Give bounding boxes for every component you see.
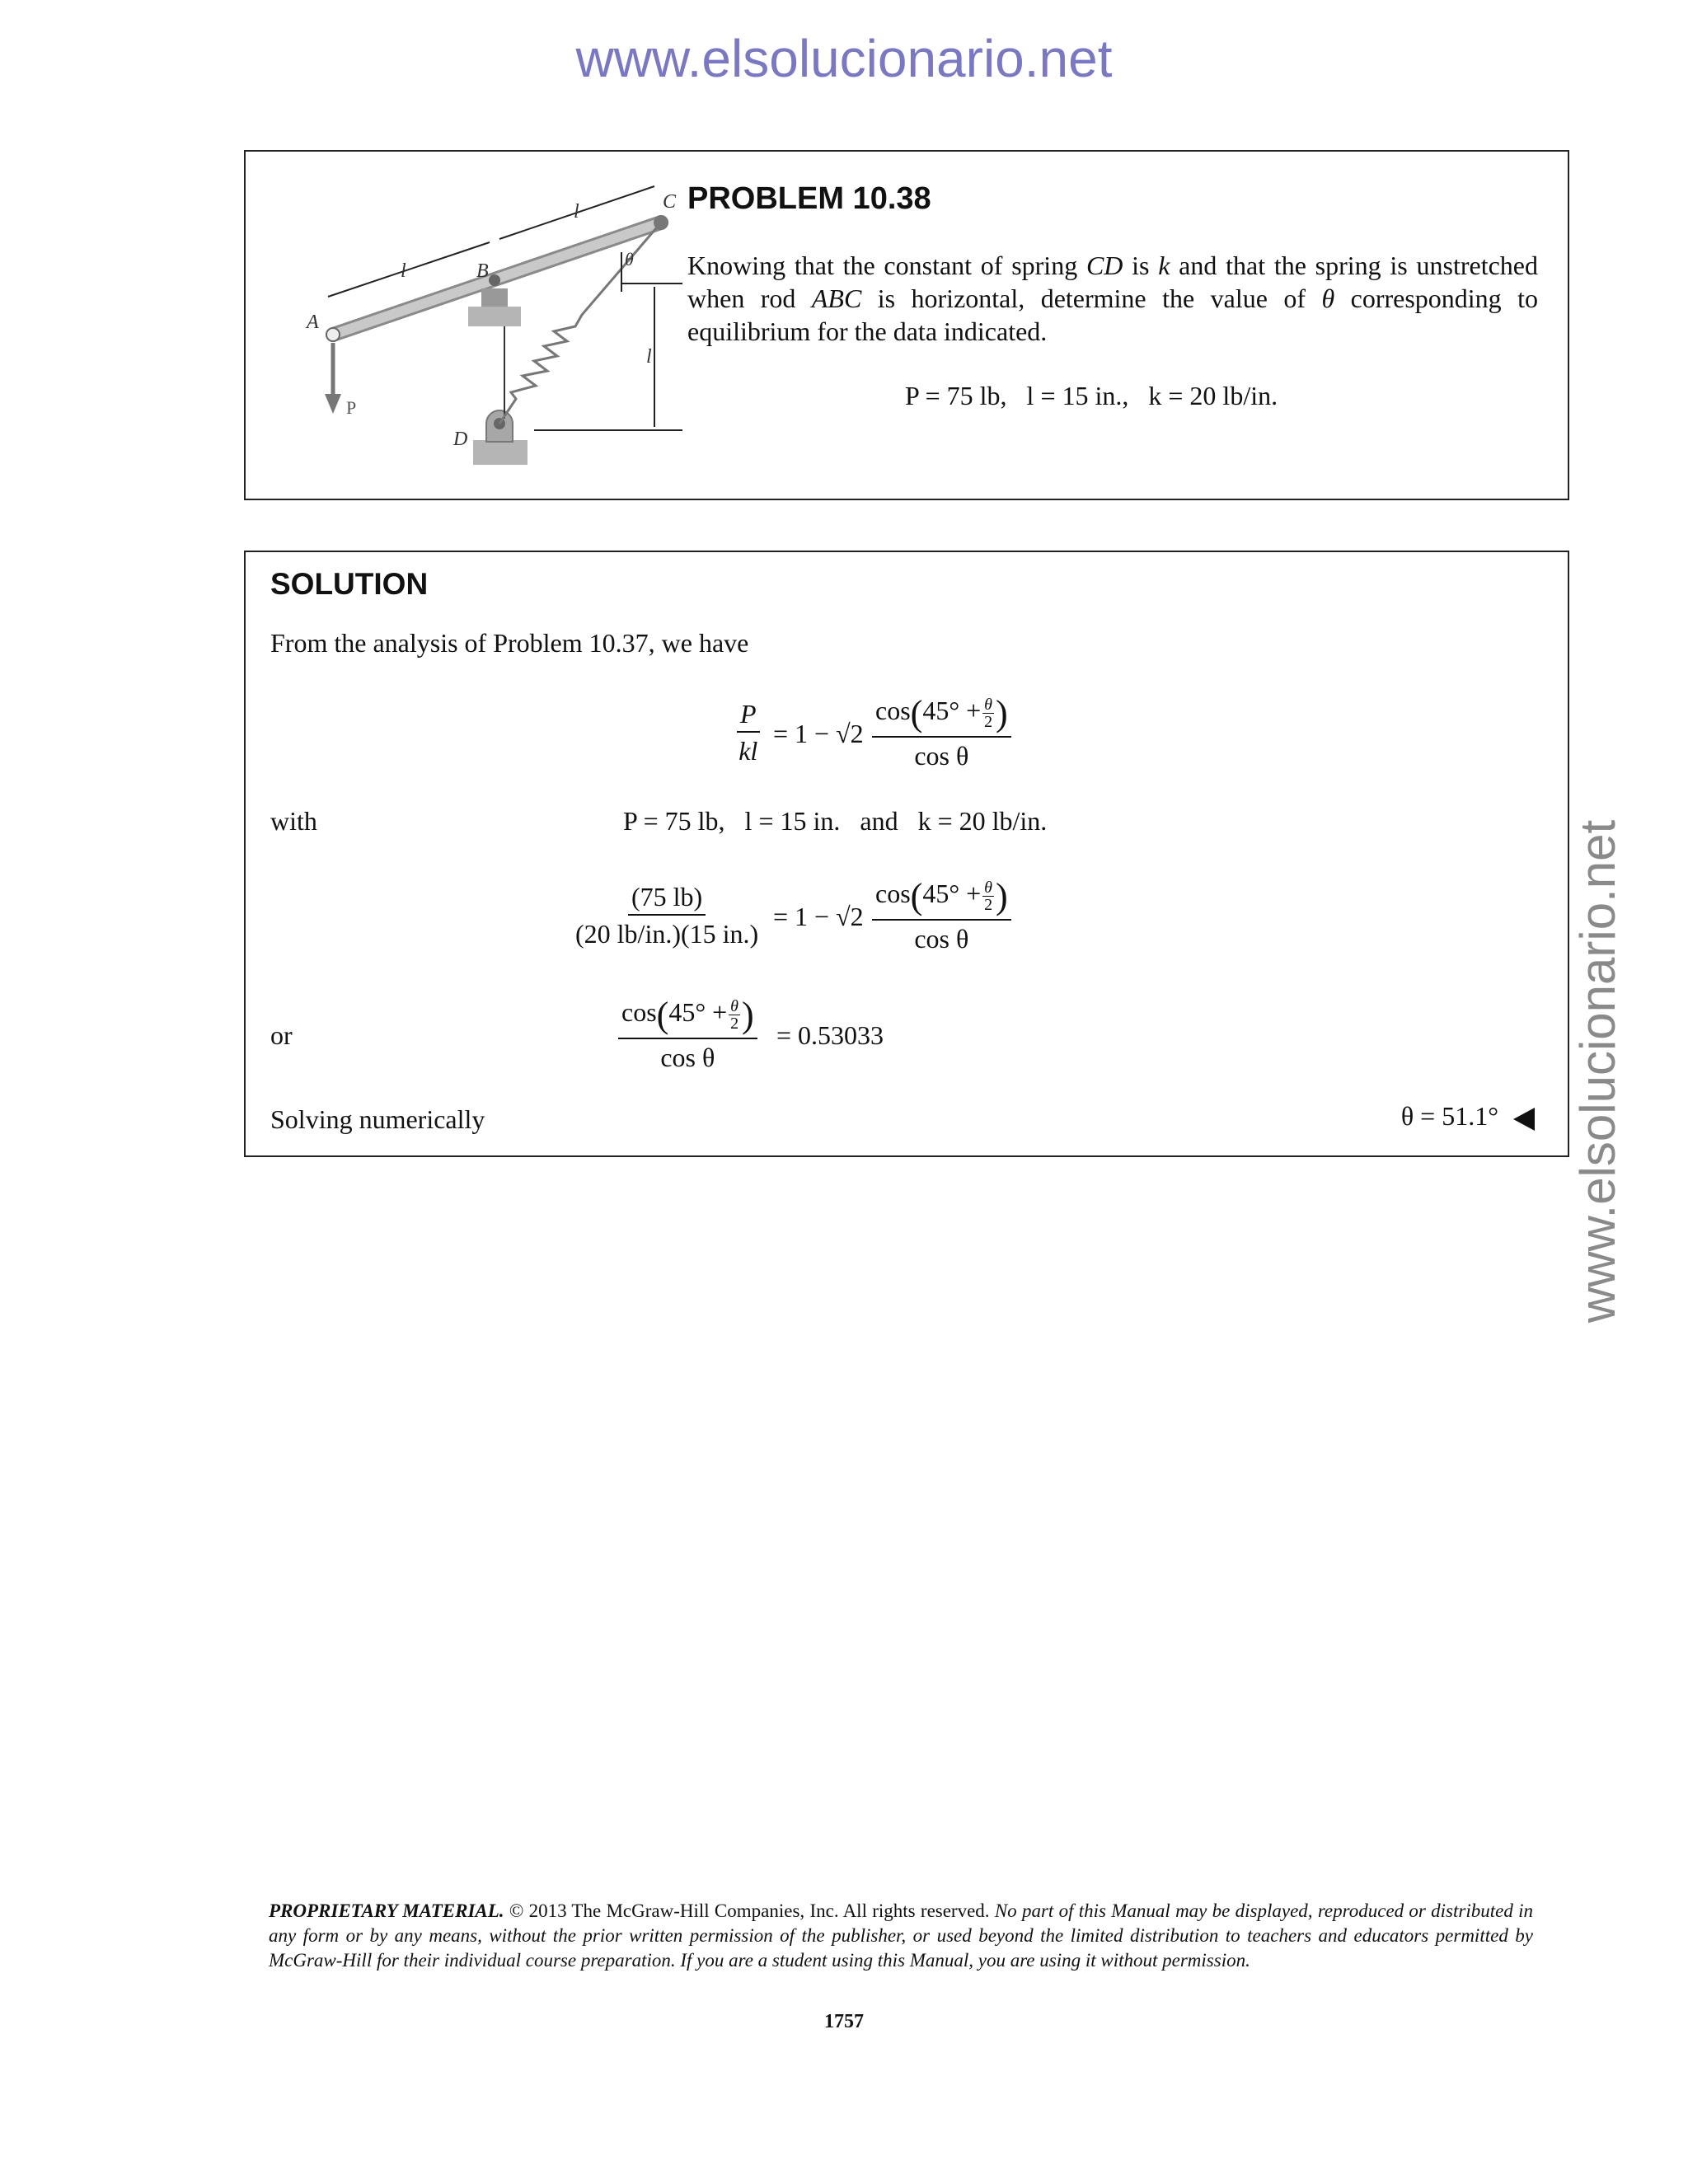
watermark-top: www.elsolucionario.net — [575, 29, 1113, 88]
eq2-lhs-num: (75 lb) — [628, 882, 706, 916]
mechanism-figure — [295, 152, 677, 502]
label-P: P — [346, 397, 357, 418]
statement-part: is — [1123, 251, 1159, 280]
answer-value: θ = 51.1° — [1400, 1101, 1498, 1131]
eq2-lhs — [575, 882, 758, 949]
eq1-lhs-num: P — [740, 699, 757, 729]
with-values: P = 75 lb, l = 15 in. and k = 20 lb/in. — [623, 806, 1048, 836]
statement-part: and that the spring is unstretched when rod — [687, 251, 1538, 313]
problem-data: P = 75 lb, l = 15 in., k = 20 lb/in. — [905, 381, 1278, 410]
answer-arrow-icon — [1513, 1108, 1535, 1131]
with-label: with — [270, 806, 317, 836]
eq1-rhs: cos(45° + $\frac{\theta}{2}$ ) cos θ — [872, 692, 1011, 771]
cos-text: cos — [621, 996, 657, 1027]
cos-text: cos — [875, 695, 911, 725]
problem-title: PROBLEM 10.38 — [687, 181, 931, 216]
two-small: 2 — [984, 896, 993, 914]
label-D: D — [453, 429, 468, 450]
label-theta: θ — [625, 249, 634, 269]
solution-intro: From the analysis of Problem 10.37, we have — [270, 628, 749, 658]
eq3-rhs: = 0.53033 — [776, 1020, 884, 1050]
footer-italic: No part of this Manual may be displayed, reproduced or distributed in any form or by any means, without the prior written permission of the publisher, or used beyond the limited distribution to teachers and educators permitted by McGraw-Hill for their individual course preparation. If you are a student using this Manual, you are using it without permission. — [269, 1900, 1533, 1971]
label-l-right: l — [646, 346, 652, 368]
statement-part: is horizontal, determine the value of — [861, 284, 1322, 313]
statement-var: k — [1158, 251, 1170, 280]
page-number: 1757 — [824, 2011, 864, 2032]
two-small: 2 — [730, 1015, 739, 1033]
label-B: B — [476, 260, 489, 282]
eq3-lhs: cos(45° + $\frac{\theta}{2}$ ) cos θ — [618, 994, 757, 1073]
eq1-mid: = 1 − √2 — [773, 719, 864, 748]
footer-normal: © 2013 The McGraw-Hill Companies, Inc. All rights reserved. — [504, 1900, 990, 1921]
label-l-left: l — [401, 260, 406, 282]
statement-part: corresponding to equilibrium for the data indicated. — [687, 284, 1539, 346]
or-label: or — [270, 1020, 293, 1050]
statement-var: CD — [1085, 251, 1123, 280]
eq2-mid: = 1 − √2 — [773, 902, 864, 931]
footer-bold: PROPRIETARY MATERIAL. — [269, 1900, 504, 1921]
answer — [1401, 1101, 1535, 1132]
eq2-lhs-den: (20 lb/in.)(15 in.) — [575, 919, 759, 949]
statement-var: ABC — [811, 284, 862, 313]
statement-part: Knowing that the constant of spring — [687, 251, 1086, 280]
eq2-cos-den: cos θ — [914, 924, 969, 954]
eq3-cos-den: cos θ — [660, 1043, 715, 1072]
eq1-lhs — [737, 699, 760, 766]
label-l-top: l — [574, 201, 579, 223]
eq1-lhs-den: kl — [738, 736, 758, 766]
label-C: C — [663, 191, 677, 213]
problem-statement — [687, 249, 1538, 348]
eq1-cos-den: cos θ — [914, 741, 969, 771]
angle-text: 45° + — [922, 695, 982, 725]
problem-box — [244, 150, 1569, 500]
statement-var: θ — [1321, 284, 1335, 313]
watermark-side: www.elsolucionario.net — [1570, 819, 1625, 1324]
theta-small: θ — [984, 696, 992, 714]
two-small: 2 — [984, 713, 993, 731]
theta-small: θ — [730, 997, 738, 1015]
label-A: A — [307, 312, 319, 333]
solving-label: Solving numerically — [270, 1104, 485, 1134]
cos-text: cos — [875, 878, 911, 908]
solution-box — [244, 551, 1569, 1157]
angle-text: 45° + — [668, 996, 728, 1027]
eq2-rhs: cos(45° + $\frac{\theta}{2}$ ) cos θ — [872, 875, 1011, 954]
angle-text: 45° + — [922, 878, 982, 908]
solution-title: SOLUTION — [270, 567, 429, 601]
theta-small: θ — [984, 879, 992, 897]
copyright-footer — [269, 1899, 1533, 1973]
